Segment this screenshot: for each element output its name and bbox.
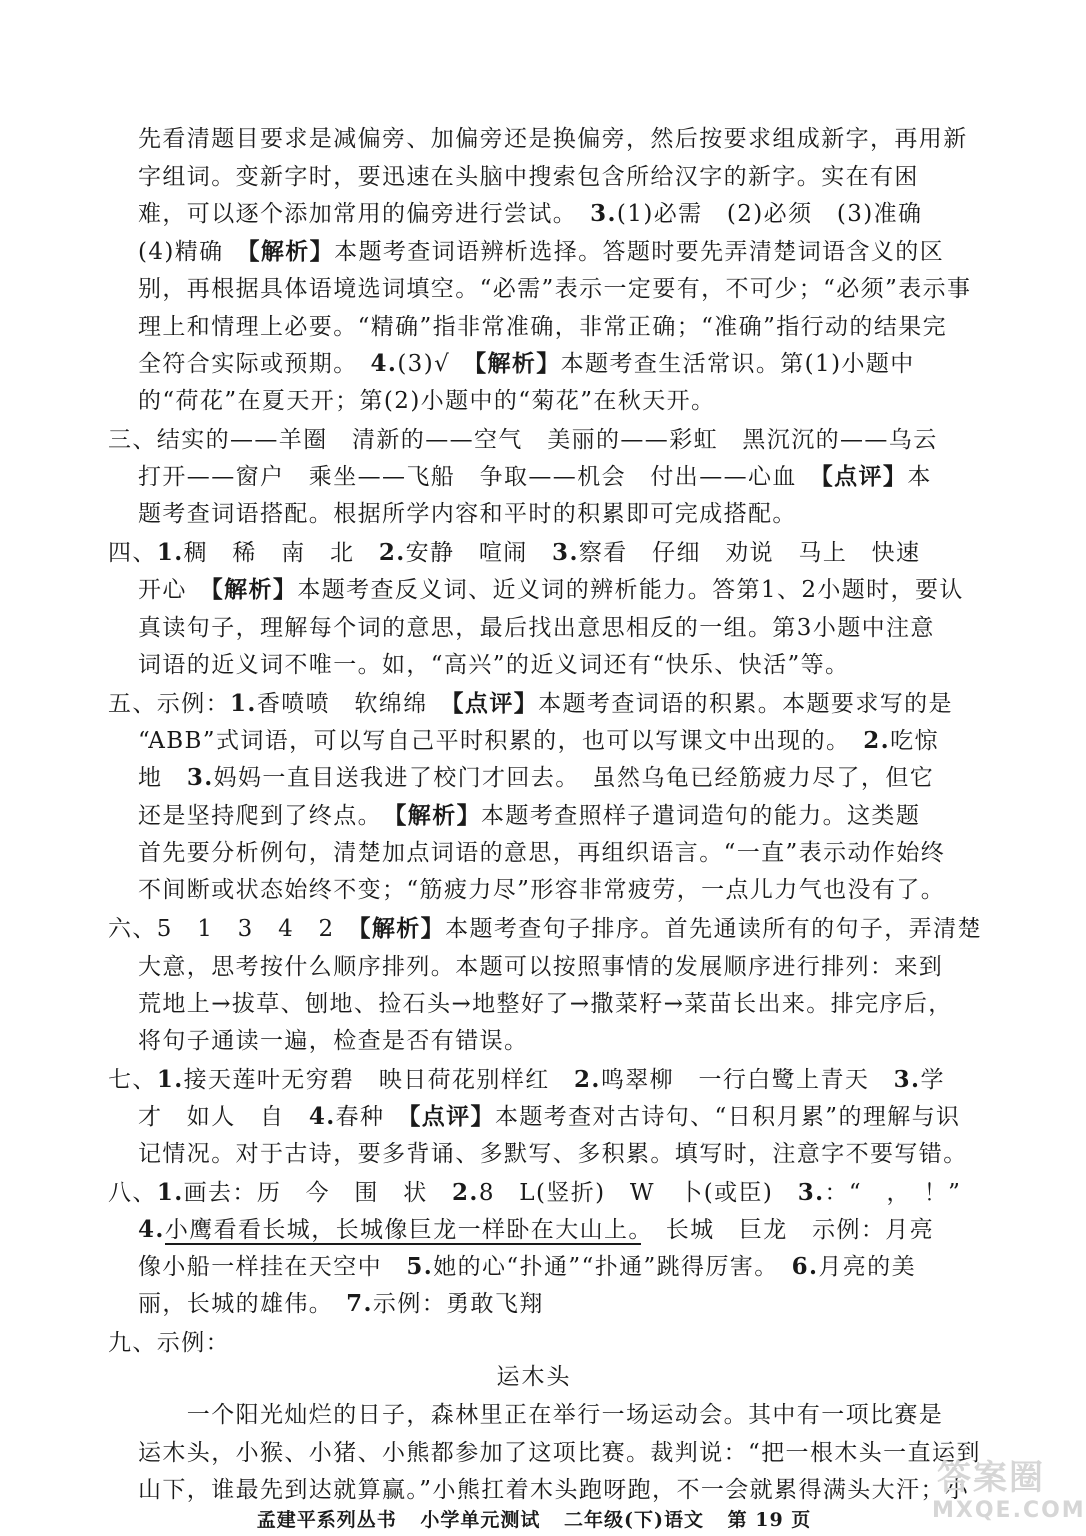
item-number: 1. <box>156 1066 184 1093</box>
text-run: 稠 稀 南 北 <box>183 540 379 566</box>
text-line <box>138 197 922 231</box>
section-line <box>108 1326 230 1360</box>
section-line <box>108 687 953 721</box>
text-line <box>138 122 968 156</box>
text-run: 记情况。对于古诗，要多背诵、多默写、多积累。填写时，注意字不要写错。 <box>138 1141 968 1167</box>
text-run: 学 <box>920 1067 945 1093</box>
text-run: 本题考查句子排序。首先通读所有的句子，弄清楚 <box>445 916 982 942</box>
text-line <box>138 347 915 381</box>
text-line <box>138 799 920 833</box>
text-run: (4)精确 <box>138 239 248 265</box>
text-run: 将句子通读一遍，检查是否有错误。 <box>138 1028 529 1054</box>
footer-book: 小学单元测试 <box>420 1509 541 1531</box>
text-run: 开心 <box>138 577 212 603</box>
text-run: 安静 喧闹 <box>405 540 553 566</box>
text-run: “ABB”式词语，可以写自己平时积累的，也可以写课文中出现的。 <box>138 728 864 754</box>
watermark-logo-text: 答案圈 <box>937 1458 1045 1498</box>
item-number: 4. <box>138 1216 165 1243</box>
text-run: 她的心“扑通”“扑通”跳得厉害。 <box>433 1254 792 1280</box>
text-run: 字组词。变新字时，要迅速在头脑中搜索包含所给汉字的新字。实在有困 <box>138 164 919 190</box>
text-run: 本题考查生活常识。第(1)小题中 <box>560 351 915 377</box>
text-run: 大意，思考按什么顺序排列。本题可以按照事情的发展顺序进行排列：来到 <box>138 954 944 980</box>
text-line <box>138 761 934 795</box>
item-number: 2. <box>452 1179 479 1206</box>
page-footer <box>0 1506 1068 1534</box>
text-run: (3)√ <box>397 351 475 377</box>
text-run: 香喷喷 软绵绵 <box>256 691 453 717</box>
section-line <box>108 912 982 946</box>
text-run: 题考查词语搭配。根据所学内容和平时的积累即可完成搭配。 <box>138 501 797 527</box>
text-line <box>138 1250 916 1284</box>
text-run: 全符合实际或预期。 <box>138 351 371 377</box>
text-run: 鸣翠柳 一行白鹭上青天 <box>600 1067 894 1093</box>
section-line <box>108 1176 961 1210</box>
section-line <box>108 1063 945 1097</box>
text-run: 本题考查对古诗句、“日积月累”的理解与识 <box>494 1104 961 1130</box>
footer-page-number: 第 19 页 <box>727 1509 812 1531</box>
text-run: 本题考查词语辨析选择。答题时要先弄清楚词语含义的区 <box>334 239 945 265</box>
text-run: ：“ ， ！” <box>824 1180 962 1206</box>
text-run: 五、示例： <box>108 691 230 717</box>
text-run: 一个阳光灿烂的日子，森林里正在举行一场运动会。其中有一项比赛是 <box>138 1402 944 1428</box>
text-run: 四、 <box>108 540 157 566</box>
text-line <box>138 950 943 984</box>
analysis-tag: 【解析】 <box>358 915 446 942</box>
text-run: 三、结实的——羊圈 清新的——空气 美丽的——彩虹 黑沉沉的——乌云 <box>108 427 938 453</box>
text-run: 示例：勇敢飞翔 <box>372 1291 544 1317</box>
text-run: 本题考查词语的积累。本题要求写的是 <box>538 691 953 717</box>
item-number: 3. <box>590 200 617 227</box>
item-number: 3. <box>552 539 579 566</box>
text-run: 像小船一样挂在天空中 <box>138 1254 407 1280</box>
item-number: 1. <box>156 1179 184 1206</box>
text-run: 的“荷花”在夏天开；第(2)小题中的“菊花”在秋天开。 <box>138 388 716 414</box>
text-run: 察看 仔细 劝说 马上 快速 <box>578 540 921 566</box>
text-line <box>138 384 715 418</box>
text-run: 九、示例： <box>108 1330 230 1356</box>
item-number: 6. <box>791 1253 819 1280</box>
footer-grade: 二年级(下)语文 <box>564 1509 704 1531</box>
text-run: 荒地上→拔草、刨地、捡石头→地整好了→撒菜籽→菜苗长出来。排完序后， <box>138 991 953 1017</box>
section-line <box>108 423 938 457</box>
watermark-logo <box>932 1458 1086 1530</box>
item-number: 2. <box>378 539 406 566</box>
text-line <box>138 873 945 907</box>
text-line <box>138 1100 960 1134</box>
text-line <box>138 836 945 870</box>
text-run: 才 如人 自 <box>138 1104 309 1130</box>
text-run: 画去：历 今 围 状 <box>183 1180 453 1206</box>
section-line <box>108 536 920 570</box>
text-run: 别，再根据具体语境选词填空。“必需”表示一定要有，不可少；“必须”表示事 <box>138 276 972 302</box>
analysis-tag: 【解析】 <box>247 238 335 265</box>
text-run: 首先要分析例句，清楚加点词语的意思，再组织语言。“一直”表示动作始终 <box>138 840 946 866</box>
text-line <box>138 1436 981 1470</box>
text-run: 月亮的美 <box>818 1254 916 1280</box>
text-run: 运木头，小猴、小猪、小熊都参加了这项比赛。裁判说：“把一根木头一直运到 <box>138 1440 981 1466</box>
text-run: 本题考查照样子遣词造句的能力。这类题 <box>481 803 921 829</box>
item-number: 2. <box>574 1066 601 1093</box>
item-number: 4. <box>308 1103 336 1130</box>
comment-tag: 【点评】 <box>408 1103 495 1130</box>
text-run: 难，可以逐个添加常用的偏旁进行尝试。 <box>138 201 591 227</box>
text-run: 打开——窗户 乘坐——飞船 争取——机会 付出——心血 <box>138 464 822 490</box>
text-run: 八、 <box>108 1180 157 1206</box>
text-run: 长城 巨龙 示例：月亮 <box>641 1217 935 1243</box>
analysis-tag: 【解析】 <box>211 576 298 603</box>
text-run: 不间断或状态始终不变；“筋疲力尽”形容非常疲劳，一点儿力气也没有了。 <box>138 877 946 903</box>
text-line <box>138 1398 943 1432</box>
item-number: 1. <box>230 690 257 717</box>
text-run: 还是坚持爬到了终点。 <box>138 803 395 829</box>
text-run: 接天莲叶无穷碧 映日荷花别样红 <box>183 1067 575 1093</box>
text-line <box>138 1137 968 1171</box>
text-run: 理上和情理上必要。“精确”指非常准确，非常正确；“准确”指行动的结果完 <box>138 314 948 340</box>
text-line <box>138 573 964 607</box>
text-line <box>138 1473 969 1507</box>
watermark-site-text: MXQE.COM <box>932 1498 1086 1523</box>
text-run: 六、5 1 3 4 2 <box>108 916 359 942</box>
item-number: 4. <box>370 350 398 377</box>
text-run: 地 <box>138 765 187 791</box>
comment-tag: 【点评】 <box>821 463 908 490</box>
item-number: 3. <box>797 1179 825 1206</box>
text-line <box>138 497 797 531</box>
underlined-answer: 小鹰看看长城，长城像巨龙一样卧在大山上。 <box>164 1217 642 1243</box>
item-number: 3. <box>893 1066 921 1093</box>
text-run: 本 <box>907 464 932 490</box>
text-line <box>138 987 953 1021</box>
text-run: 妈妈一直目送我进了校门才回去。 虽然乌龟已经筋疲力尽了，但它 <box>213 765 935 791</box>
text-run: 丽，长城的雄伟。 <box>138 1291 347 1317</box>
footer-series: 孟建平系列丛书 <box>256 1509 397 1531</box>
text-line <box>138 272 971 306</box>
text-line <box>138 648 849 682</box>
item-number: 7. <box>346 1290 373 1317</box>
text-run: (1)必需 (2)必须 (3)准确 <box>616 201 923 227</box>
item-number: 2. <box>863 727 891 754</box>
text-run: 山下，谁最先到达就算赢。”小熊扛着木头跑呀跑，不一会就累得满头大汗；小 <box>138 1477 970 1503</box>
text-run: 8 L(竖折) W 卜(或臣) <box>478 1180 798 1206</box>
text-line <box>138 724 939 758</box>
item-number: 5. <box>406 1253 434 1280</box>
text-run: 本题考查反义词、近义词的辨析能力。答第1、2小题时，要认 <box>297 577 964 603</box>
text-line <box>138 460 932 494</box>
comment-tag: 【点评】 <box>452 690 539 717</box>
text-run: 吃惊 <box>890 728 939 754</box>
text-line <box>138 1287 544 1321</box>
text-run: 先看清题目要求是减偏旁、加偏旁还是换偏旁，然后按要求组成新字，再用新 <box>138 126 968 152</box>
analysis-tag: 【解析】 <box>394 802 482 829</box>
essay-title: 运木头 <box>496 1364 572 1390</box>
item-number: 3. <box>186 764 214 791</box>
text-run: 七、 <box>108 1067 157 1093</box>
text-line <box>138 160 919 194</box>
text-line <box>138 611 935 645</box>
text-run: 词语的近义词不唯一。如，“高兴”的近义词还有“快乐、快活”等。 <box>138 652 850 678</box>
text-run: 春种 <box>335 1104 409 1130</box>
text-line <box>138 235 944 269</box>
text-run: 真读句子，理解每个词的意思，最后找出意思相反的一组。第3小题中注意 <box>138 615 935 641</box>
text-line <box>138 310 947 344</box>
text-line <box>138 1213 934 1247</box>
item-number: 1. <box>156 539 184 566</box>
text-line <box>138 1024 528 1058</box>
analysis-tag: 【解析】 <box>474 350 561 377</box>
